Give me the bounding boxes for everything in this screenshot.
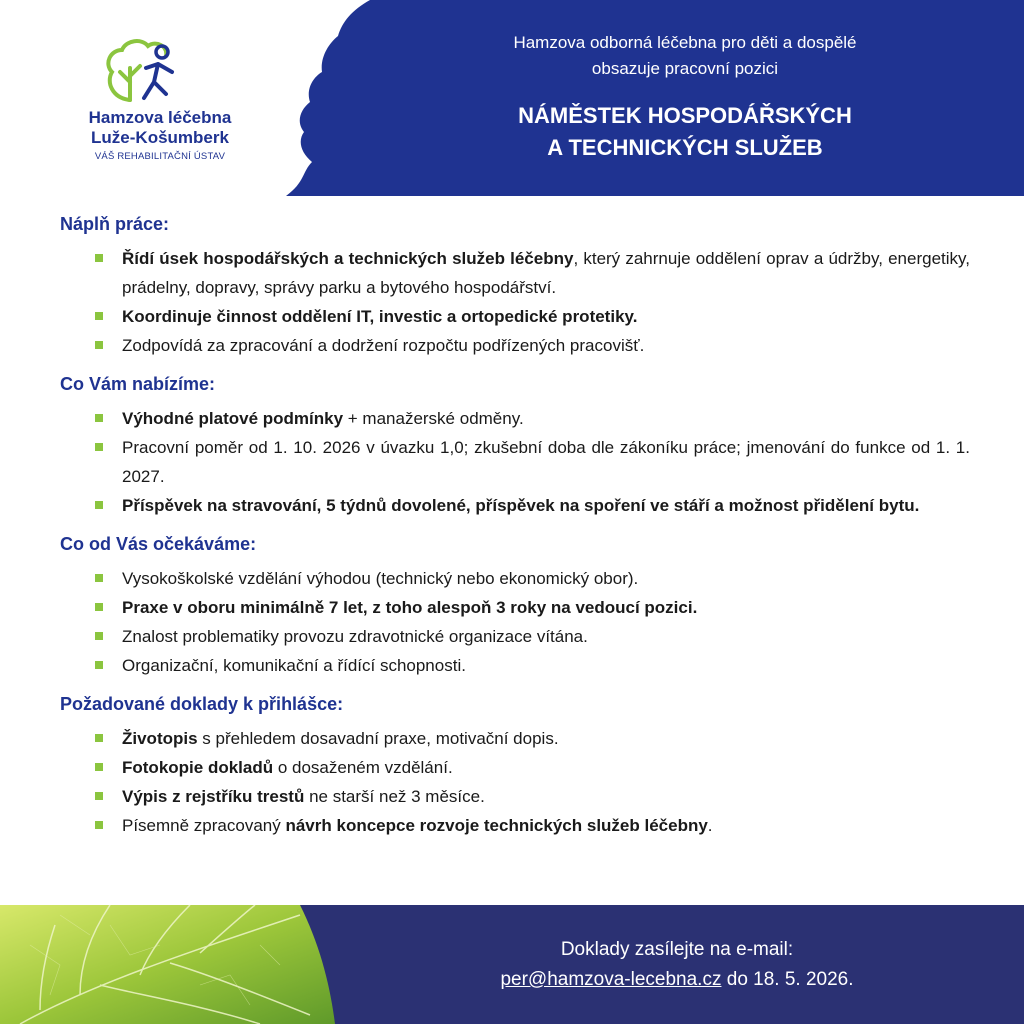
logo-name xyxy=(60,108,260,148)
item-text: Vysokoškolské vzdělání výhodou (technický nebo ekonomický obor). xyxy=(122,569,639,588)
email-link[interactable]: per@hamzova-lecebna.cz xyxy=(500,969,722,990)
item-bold: Fotokopie dokladů xyxy=(122,758,274,777)
item-bold: Životopis xyxy=(122,729,198,748)
list-item xyxy=(60,331,970,360)
deadline-text: do 18. 5. 2026. xyxy=(721,969,854,990)
footer-text xyxy=(330,935,1024,995)
position-title-line1: NÁMĚSTEK HOSPODÁŘSKÝCH xyxy=(518,103,852,128)
header-intro-line2: obsazuje pracovní pozici xyxy=(591,59,779,78)
item-text: Organizační, komunikační a řídící schopnosti. xyxy=(122,656,466,675)
position-title-line2: A TECHNICKÝCH SLUŽEB xyxy=(547,135,823,160)
item-bold: Koordinuje činnost oddělení IT, investic a ortopedické protetiky. xyxy=(122,307,638,326)
section-expectations xyxy=(60,532,970,680)
expectations-list xyxy=(60,564,970,680)
list-item xyxy=(60,433,970,491)
list-item xyxy=(60,302,970,331)
logo-name-line2: Luže-Košumberk xyxy=(91,128,229,147)
list-item xyxy=(60,753,970,782)
section-title: Požadované doklady k přihlášce: xyxy=(60,694,344,714)
item-text: ne starší než 3 měsíce. xyxy=(304,787,485,806)
section-title: Co Vám nabízíme: xyxy=(60,374,216,394)
list-item xyxy=(60,244,970,302)
duties-list xyxy=(60,244,970,360)
header xyxy=(0,0,1024,196)
logo-name-line1: Hamzova léčebna xyxy=(88,108,232,127)
item-text: Pracovní poměr od 1. 10. 2026 v úvazku 1,0; zkušební doba dle zákoníku práce; jmenování do funkce od 1. 1. 2027. xyxy=(122,438,970,486)
item-bold: Výpis z rejstříku trestů xyxy=(122,787,305,806)
item-text: Písemně zpracovaný xyxy=(122,816,286,835)
list-item xyxy=(60,564,970,593)
documents-list xyxy=(60,724,970,840)
section-title: Co od Vás očekáváme: xyxy=(60,534,257,554)
offer-list xyxy=(60,404,970,520)
job-content xyxy=(60,212,970,852)
footer-line2 xyxy=(330,965,1024,995)
item-text: , který zahrnuje oddělení oprav a údržby, energetiky, prádelny, dopravy, správy parku a bytového hospodářství. xyxy=(122,249,970,297)
section-documents xyxy=(60,692,970,840)
list-item xyxy=(60,593,970,622)
tree-person-icon xyxy=(100,38,200,108)
list-item xyxy=(60,622,970,651)
list-item xyxy=(60,491,970,520)
footer-line1: Doklady zasílejte na e-mail: xyxy=(560,939,794,960)
item-text: Znalost problematiky provozu zdravotnické organizace vítána. xyxy=(122,627,588,646)
section-duties xyxy=(60,212,970,360)
item-bold: Praxe v oboru minimálně 7 let, z toho alespoň 3 roky na vedoucí pozici. xyxy=(122,598,698,617)
item-bold: návrh koncepce rozvoje technických služeb léčebny xyxy=(285,816,708,835)
header-intro xyxy=(380,30,990,82)
item-text: . xyxy=(707,816,713,835)
item-text: Zodpovídá za zpracování a dodržení rozpočtu podřízených pracovišť. xyxy=(122,336,645,355)
header-text xyxy=(380,30,990,164)
list-item xyxy=(60,724,970,753)
section-offer xyxy=(60,372,970,520)
item-text: + manažerské odměny. xyxy=(343,409,524,428)
section-title: Náplň práce: xyxy=(60,214,170,234)
list-item xyxy=(60,782,970,811)
item-bold: Řídí úsek hospodářských a technických služeb léčebny xyxy=(122,249,574,268)
list-item xyxy=(60,651,970,680)
list-item xyxy=(60,811,970,840)
item-bold: Výhodné platové podmínky xyxy=(122,409,344,428)
list-item xyxy=(60,404,970,433)
item-text: s přehledem dosavadní praxe, motivační dopis. xyxy=(197,729,559,748)
header-intro-line1: Hamzova odborná léčebna pro děti a dospělé xyxy=(513,33,857,52)
logo-tagline: VÁŠ REHABILITAČNÍ ÚSTAV xyxy=(94,151,226,162)
item-text: o dosaženém vzdělání. xyxy=(273,758,453,777)
item-bold: Příspěvek na stravování, 5 týdnů dovolené, příspěvek na spoření ve stáří a možnost přidělení bytu. xyxy=(122,496,920,515)
footer xyxy=(0,905,1024,1024)
position-title xyxy=(380,100,990,164)
logo xyxy=(60,38,260,178)
